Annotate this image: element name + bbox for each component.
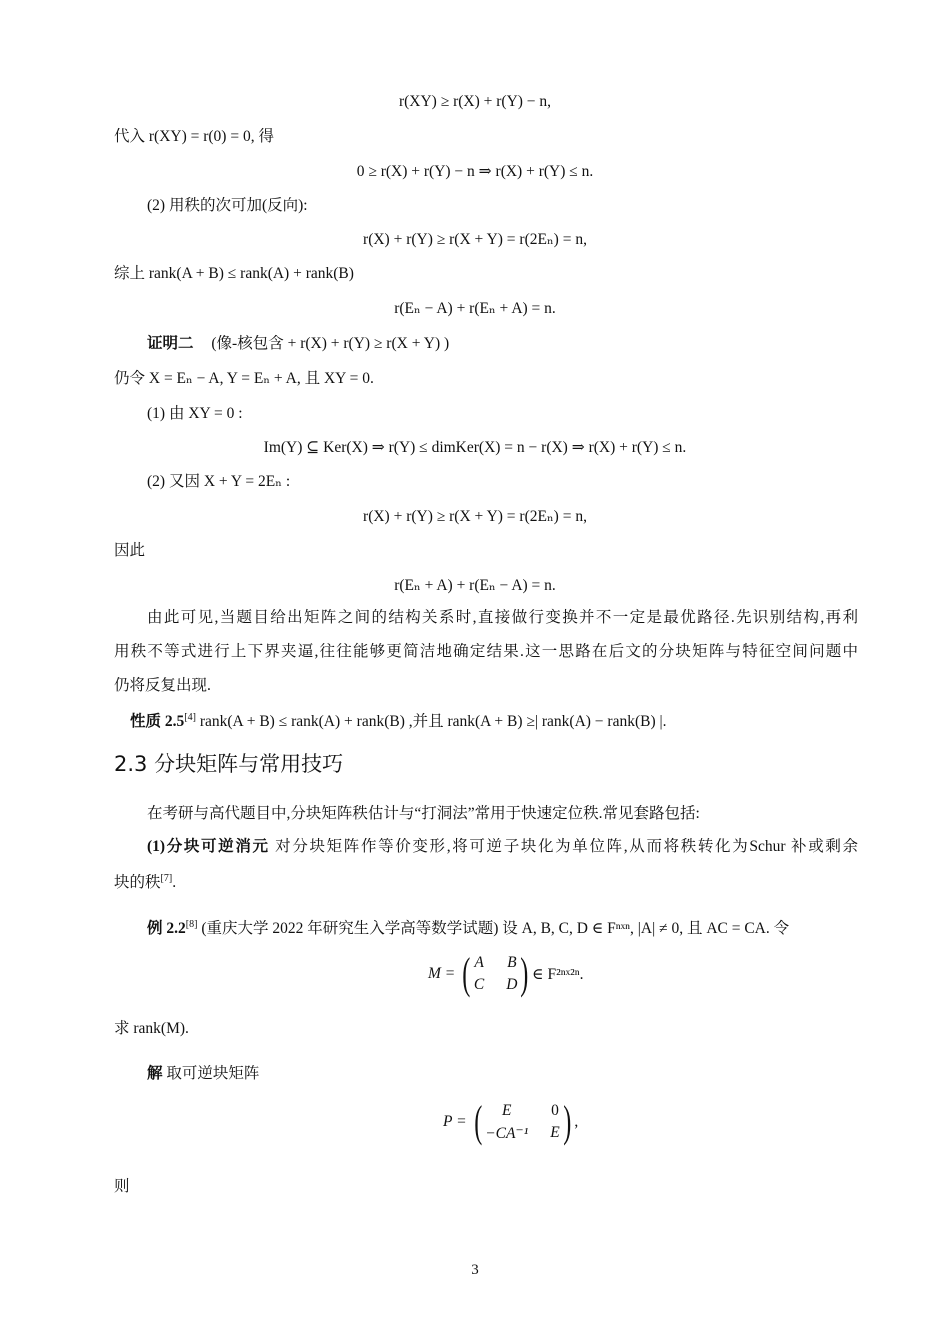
matrix-M-rhs: ∈ F²ⁿˣ²ⁿ. [532, 965, 584, 983]
equation-sum-bound: 0 ≥ r(X) + r(Y) − n ⇒ r(X) + r(Y) ≤ n. [356, 163, 594, 180]
matrix-cell: A [474, 954, 484, 971]
property-citation: [4] [184, 712, 196, 723]
proof-2-heading [147, 334, 449, 354]
proof-2-description: (像-核包含 + r(X) + r(Y) ≥ r(X + Y) ) [211, 335, 450, 352]
matrix-cell: C [473, 976, 485, 993]
matrix-cell: B [507, 954, 517, 971]
equation-image-kernel: Im(Y) ⊆ Ker(X) ⇒ r(Y) ≤ dimKer(X) = n − r(X) ⇒ r(X) + r(Y) ≤ n. [263, 439, 687, 456]
right-paren: ) [563, 1097, 572, 1146]
item-1-period: . [172, 874, 177, 892]
summary-line: 综上 rank(A + B) ≤ rank(A) + rank(B) [114, 265, 354, 282]
find-rank-line: 求 rank(M). [114, 1020, 189, 1037]
proof-2-label: 证明二 [147, 335, 194, 352]
item-1-label: (1)分块可逆消元 [147, 838, 270, 855]
paragraph-1-line-3: 仍将反复出现. [114, 677, 211, 694]
proof-2-setup: 仍令 X = Eₙ − A, Y = Eₙ + A, 且 XY = 0. [114, 370, 374, 387]
matrix-M-equation [428, 949, 584, 998]
matrix-P-rhs: , [574, 1113, 579, 1130]
item-1-citation: [7] [160, 873, 173, 884]
item-1-continuation: 块的秩 [114, 874, 161, 892]
property-label: 性质 2.5 [130, 713, 185, 731]
equation-subadditivity-2: r(X) + r(Y) ≥ r(X + Y) = r(2Eₙ) = n, [363, 508, 587, 525]
solution-line [147, 1064, 259, 1084]
matrix-P-cells [485, 1102, 560, 1143]
matrix-P-lhs: P = [443, 1113, 467, 1130]
example-2-2 [147, 915, 789, 939]
matrix-P-equation [443, 1097, 579, 1146]
substitute-line: 代入 r(XY) = r(0) = 0, 得 [114, 128, 274, 145]
then-line: 则 [114, 1178, 130, 1195]
solution-label: 解 [147, 1065, 163, 1082]
equation-subadditivity: r(X) + r(Y) ≥ r(X + Y) = r(2Eₙ) = n, [363, 231, 587, 248]
property-2-5 [130, 708, 666, 732]
property-statement: rank(A + B) ≤ rank(A) + rank(B) ,并且 rank(A + B) ≥| rank(A) − rank(B) |. [195, 713, 667, 731]
matrix-cell: D [506, 976, 518, 993]
matrix-cell: E [550, 1123, 560, 1141]
paragraph-1-line-1: 由此可见,当题目给出矩阵之间的结构关系时,直接做行变换并不一定是最优路径.先识别结构,再利 [147, 609, 858, 626]
page-number: 3 [471, 1262, 479, 1278]
solution-text: 取可逆块矩阵 [162, 1065, 260, 1082]
step-b1-label: (1) 由 XY = 0 : [147, 405, 243, 422]
matrix-cell: E [502, 1101, 512, 1119]
equation-result-2: r(Eₙ + A) + r(Eₙ − A) = n. [394, 577, 556, 594]
example-label: 例 2.2 [147, 920, 186, 938]
matrix-cell: 0 [551, 1101, 559, 1119]
right-paren: ) [520, 949, 529, 998]
section-heading: 2.3 分块矩阵与常用技巧 [114, 752, 344, 776]
paragraph-1-line-2: 用秩不等式进行上下界夹逼,往往能够更简洁地确定结果.这一思路在后文的分块矩阵与特征空间问题中 [114, 643, 858, 660]
step-b2-label: (2) 又因 X + Y = 2Eₙ : [147, 473, 291, 490]
item-1-text: 对分块矩阵作等价变形,将可逆子块化为单位阵,从而将秩转化为Schur 补或剩余 [269, 838, 859, 855]
example-citation: [8] [185, 919, 198, 930]
therefore-line: 因此 [114, 542, 146, 559]
paragraph-2: 在考研与高代题目中,分块矩阵秩估计与“打洞法”常用于快速定位秩.常见套路包括: [147, 805, 700, 822]
step-2-label: (2) 用秩的次可加(反向): [147, 197, 308, 214]
left-paren: ( [473, 1097, 482, 1146]
item-1-line-2 [114, 869, 176, 893]
item-1-line-1 [147, 837, 858, 857]
matrix-M-cells [474, 954, 518, 994]
left-paren: ( [462, 949, 471, 998]
equation-result-1: r(Eₙ − A) + r(Eₙ + A) = n. [394, 300, 556, 317]
equation-rank-product: r(XY) ≥ r(X) + r(Y) − n, [398, 93, 552, 110]
matrix-M-lhs: M = [428, 965, 456, 982]
matrix-cell: −CA⁻¹ [485, 1124, 529, 1142]
example-statement: (重庆大学 2022 年研究生入学高等数学试题) 设 A, B, C, D ∈ Fⁿˣⁿ, |A| ≠ 0, 且 AC = CA. 令 [197, 920, 790, 938]
